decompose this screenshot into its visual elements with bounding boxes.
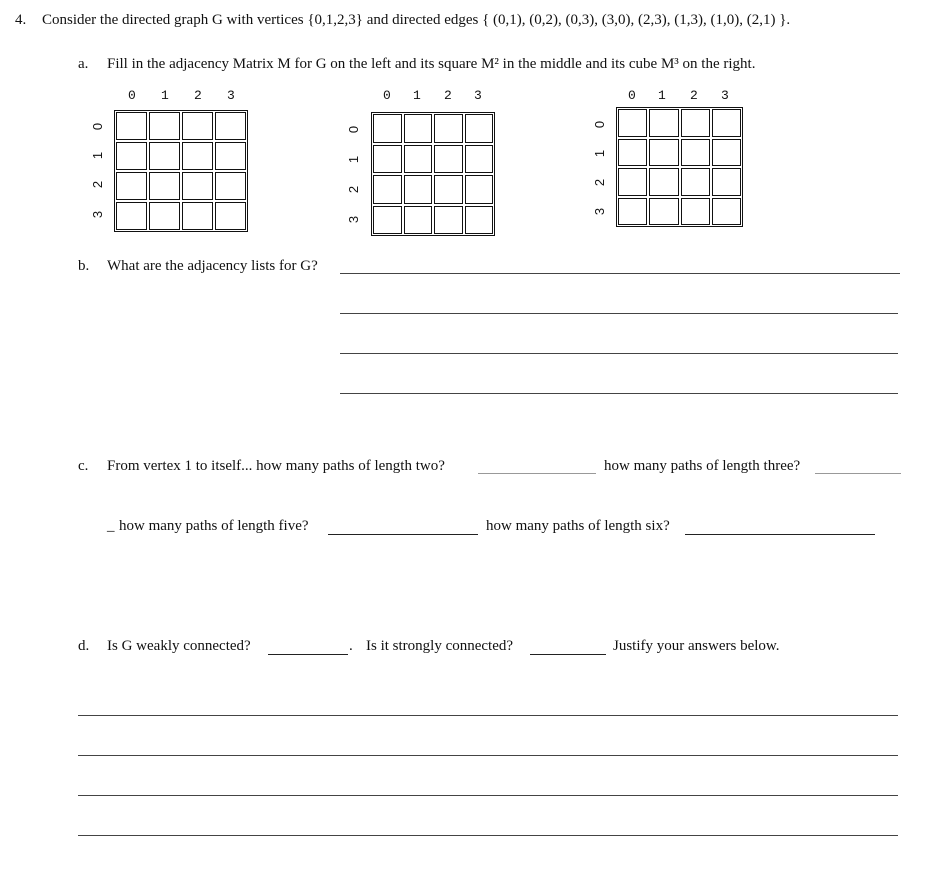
answer-line[interactable]	[340, 353, 898, 354]
answer-blank[interactable]	[815, 473, 901, 474]
col-header: 0	[383, 88, 391, 103]
part-c-q2: how many paths of length three?	[604, 458, 801, 474]
matrix-m3-cell[interactable]	[712, 198, 741, 226]
matrix-m-cell[interactable]	[149, 172, 180, 200]
answer-blank[interactable]	[328, 534, 478, 535]
matrix-m-cell[interactable]	[182, 142, 213, 170]
col-header: 1	[161, 88, 169, 103]
answer-line[interactable]	[78, 835, 898, 836]
part-c-label: c.	[78, 458, 89, 474]
matrix-m3-grid	[616, 107, 743, 227]
matrix-m-cell[interactable]	[182, 202, 213, 230]
matrix-m-cell[interactable]	[215, 202, 246, 230]
matrix-m-cell[interactable]	[149, 112, 180, 140]
matrix-m-cell[interactable]	[149, 202, 180, 230]
question-number: 4.	[15, 12, 27, 28]
matrix-m3-cell[interactable]	[618, 168, 647, 196]
part-d-q2: Is it strongly connected?	[366, 638, 514, 654]
matrix-m2-grid	[371, 112, 495, 236]
matrix-m3-cell[interactable]	[649, 109, 678, 137]
matrix-m3-cell[interactable]	[712, 109, 741, 137]
matrix-m2-cell[interactable]	[465, 206, 494, 235]
matrix-m-grid	[114, 110, 248, 232]
matrix-m2-cell[interactable]	[465, 114, 494, 143]
part-a-text: Fill in the adjacency Matrix M for G on the left and its square M² in the middle and its cube M³ on the right.	[107, 56, 756, 72]
col-header: 3	[227, 88, 235, 103]
answer-line[interactable]	[78, 795, 898, 796]
col-header: 2	[444, 88, 452, 103]
matrix-m3-cell[interactable]	[712, 168, 741, 196]
matrix-m2-cell[interactable]	[465, 145, 494, 174]
matrix-m-cell[interactable]	[215, 112, 246, 140]
matrix-m2-cell[interactable]	[373, 206, 402, 235]
matrix-m2-cell[interactable]	[404, 114, 433, 143]
matrix-m2-cell[interactable]	[404, 175, 433, 204]
answer-blank[interactable]	[685, 534, 875, 535]
matrix-m-cell[interactable]	[116, 202, 147, 230]
col-header: 1	[413, 88, 421, 103]
answer-line[interactable]	[78, 755, 898, 756]
matrix-m-cell[interactable]	[215, 172, 246, 200]
matrix-m2-cell[interactable]	[434, 145, 463, 174]
matrix-m3-cell[interactable]	[649, 198, 678, 226]
matrix-m-cell[interactable]	[182, 112, 213, 140]
matrix-m3-cell[interactable]	[649, 139, 678, 167]
matrix-m-cell[interactable]	[116, 112, 147, 140]
matrix-m2-cell[interactable]	[434, 206, 463, 235]
matrix-m3-cell[interactable]	[681, 168, 710, 196]
col-header: 1	[658, 88, 666, 103]
part-c-q1: From vertex 1 to itself... how many paths of length two?	[107, 458, 445, 474]
matrix-m2-cell[interactable]	[465, 175, 494, 204]
matrix-m-cell[interactable]	[215, 142, 246, 170]
part-c-q3-prefix: _	[107, 518, 115, 534]
answer-line[interactable]	[78, 715, 898, 716]
matrix-m2-cell[interactable]	[404, 206, 433, 235]
part-d-q3: Justify your answers below.	[613, 638, 780, 654]
matrix-m3-cell[interactable]	[681, 109, 710, 137]
answer-blank[interactable]	[268, 654, 348, 655]
matrix-m-cell[interactable]	[149, 142, 180, 170]
matrix-m2-cell[interactable]	[373, 145, 402, 174]
matrix-m3-cell[interactable]	[618, 198, 647, 226]
part-d-q2-prefix: .	[349, 638, 353, 654]
matrix-m2-cell[interactable]	[434, 175, 463, 204]
question-text: Consider the directed graph G with vertices {0,1,2,3} and directed edges { (0,1), (0,2), (0,3), (3,0), (2,3), (1,3), (1,0), (2,1) }.	[42, 12, 791, 28]
matrix-m3-cell[interactable]	[712, 139, 741, 167]
part-b-label: b.	[78, 258, 90, 274]
matrix-m3-cell[interactable]	[681, 198, 710, 226]
answer-blank[interactable]	[530, 654, 606, 655]
matrix-m2-cell[interactable]	[373, 114, 402, 143]
col-header: 0	[628, 88, 636, 103]
matrix-m2-cell[interactable]	[434, 114, 463, 143]
col-header: 2	[194, 88, 202, 103]
answer-blank[interactable]	[478, 473, 596, 474]
col-header: 3	[721, 88, 729, 103]
matrix-m3-cell[interactable]	[618, 109, 647, 137]
matrix-m-cell[interactable]	[116, 172, 147, 200]
matrix-m-cell[interactable]	[116, 142, 147, 170]
matrix-m-cell[interactable]	[182, 172, 213, 200]
part-d-q1: Is G weakly connected?	[107, 638, 251, 654]
answer-line[interactable]	[340, 273, 900, 274]
part-b-text: What are the adjacency lists for G?	[107, 258, 318, 274]
matrix-m2-cell[interactable]	[373, 175, 402, 204]
answer-line[interactable]	[340, 393, 898, 394]
matrix-m3-cell[interactable]	[681, 139, 710, 167]
matrix-m2-cell[interactable]	[404, 145, 433, 174]
part-d-label: d.	[78, 638, 90, 654]
matrix-m3-cell[interactable]	[649, 168, 678, 196]
part-c-q3: how many paths of length five?	[119, 518, 309, 534]
part-a-label: a.	[78, 56, 89, 72]
part-c-q4: how many paths of length six?	[486, 518, 670, 534]
matrix-m3-cell[interactable]	[618, 139, 647, 167]
answer-line[interactable]	[340, 313, 898, 314]
col-header: 2	[690, 88, 698, 103]
col-header: 0	[128, 88, 136, 103]
col-header: 3	[474, 88, 482, 103]
